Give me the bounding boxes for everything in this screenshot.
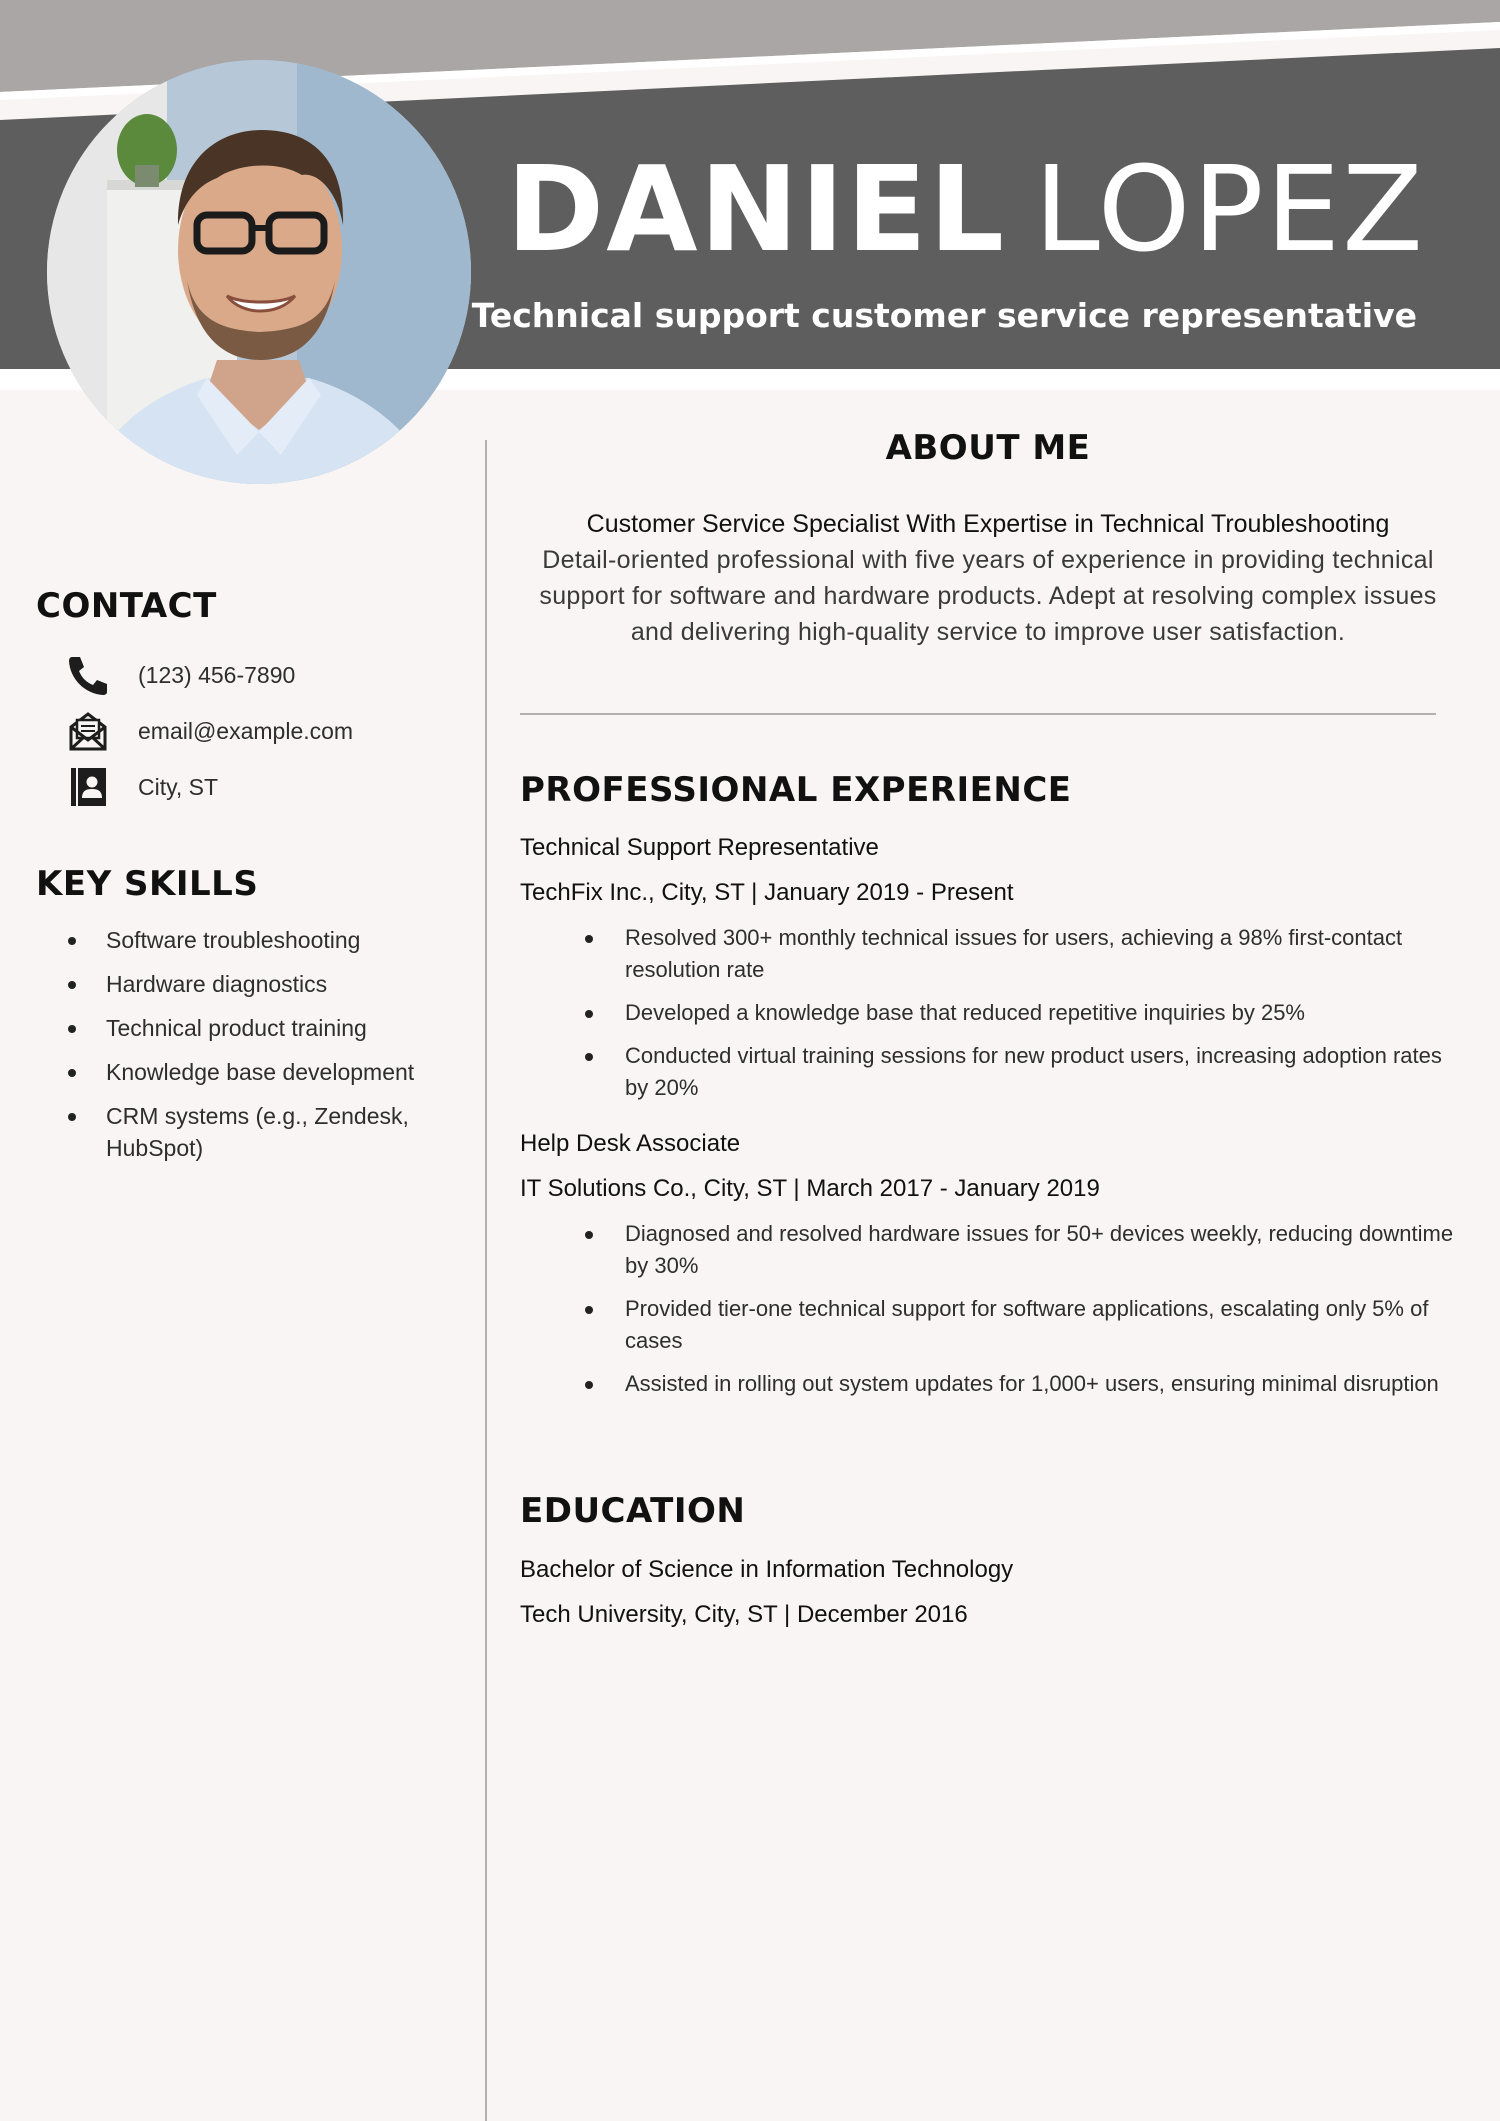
skill-item: Hardware diagnostics <box>66 968 466 1000</box>
job-bullet: Resolved 300+ monthly technical issues for users, achieving a 98% first-contact resolution rate <box>585 922 1460 986</box>
skill-item: CRM systems (e.g., Zendesk, HubSpot) <box>66 1100 466 1164</box>
about-divider <box>520 713 1436 715</box>
skills-list <box>66 924 466 1176</box>
about-subtitle: Customer Service Specialist With Expertise in Technical Troubleshooting <box>586 510 1390 538</box>
phone-text: (123) 456-7890 <box>138 661 296 688</box>
email-icon <box>64 707 112 755</box>
skill-item: Technical product training <box>66 1012 466 1044</box>
job-meta: IT Solutions Co., City, ST | March 2017 - January 2019 <box>520 1175 1100 1202</box>
last-name: LOPEZ <box>1034 140 1425 278</box>
contact-phone <box>64 650 444 700</box>
location-text: City, ST <box>138 773 219 800</box>
job-bullet: Assisted in rolling out system updates for 1,000+ users, ensuring minimal disruption <box>585 1368 1460 1400</box>
contact-email <box>64 706 444 756</box>
profile-photo <box>47 60 471 484</box>
contact-heading: CONTACT <box>36 586 217 626</box>
education-heading: EDUCATION <box>520 1491 746 1531</box>
email-text: email@example.com <box>138 717 354 744</box>
job-role: Technical Support Representative <box>520 834 879 861</box>
job-bullet: Conducted virtual training sessions for new product users, increasing adoption rates by 20% <box>585 1040 1460 1104</box>
job-title: Technical support customer service representative <box>471 296 1417 335</box>
skill-item: Software troubleshooting <box>66 924 466 956</box>
job-bullet: Developed a knowledge base that reduced repetitive inquiries by 25% <box>585 997 1460 1029</box>
contact-card-icon <box>64 763 112 811</box>
candidate-name <box>506 140 1425 278</box>
experience-heading: PROFESSIONAL EXPERIENCE <box>520 770 1072 810</box>
job-bullet: Provided tier-one technical support for software applications, escalating only 5% of cases <box>585 1293 1460 1357</box>
skill-item: Knowledge base development <box>66 1056 466 1088</box>
about-body: Detail-oriented professional with five years of experience in providing technical support for software and hardware products. Adept at resolving complex issues and delivering high-quality service to improve user satisfaction. <box>539 546 1437 646</box>
job-bullets <box>585 922 1460 1115</box>
education-meta: Tech University, City, ST | December 2016 <box>520 1601 968 1628</box>
job-bullet: Diagnosed and resolved hardware issues for 50+ devices weekly, reducing downtime by 30% <box>585 1218 1460 1282</box>
skills-heading: KEY SKILLS <box>36 864 259 904</box>
job-meta: TechFix Inc., City, ST | January 2019 - Present <box>520 879 1014 906</box>
job-bullets <box>585 1218 1460 1411</box>
portrait-illustration <box>47 60 471 484</box>
job-role: Help Desk Associate <box>520 1130 741 1157</box>
about-heading: ABOUT ME <box>885 428 1091 468</box>
first-name: DANIEL <box>506 140 1007 278</box>
column-divider <box>485 440 487 2121</box>
education-degree: Bachelor of Science in Information Technology <box>520 1556 1014 1583</box>
contact-location <box>64 762 444 812</box>
phone-icon <box>64 651 112 699</box>
